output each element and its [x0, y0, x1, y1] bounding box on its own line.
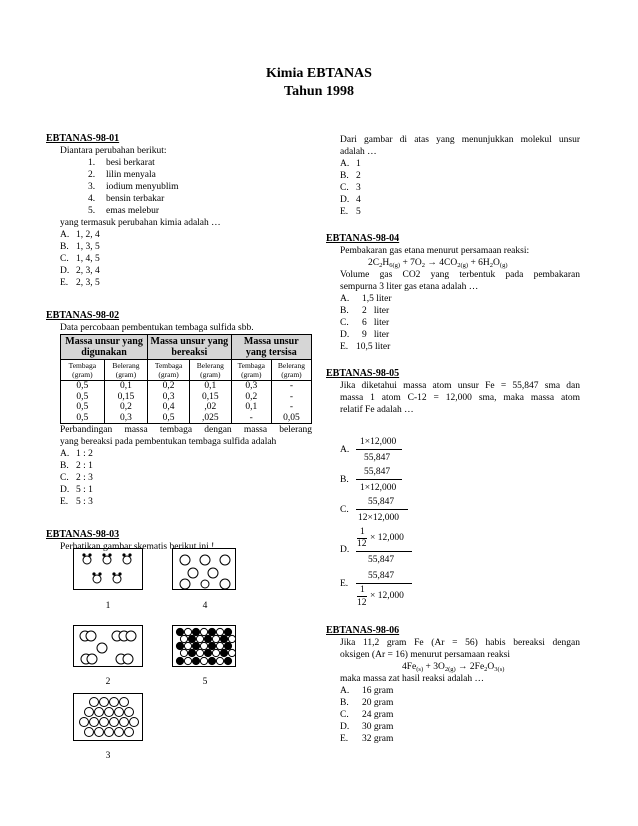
table-subheader: Tembaga (gram) [61, 360, 105, 381]
option-a: A. 1 [340, 159, 361, 169]
table-header-reacted: Massa unsur yang bereaksi [148, 335, 231, 360]
list-item: 2. lilin menyala [88, 170, 156, 180]
question-id: EBTANAS-98-06 [326, 625, 400, 636]
table-subheader: Tembaga (gram) [148, 360, 190, 381]
answer-options [46, 448, 312, 508]
diagram-box-1 [73, 548, 143, 590]
option-e: E. 55,847 1 12 × 12,000 [340, 570, 420, 614]
page-title: Kimia EBTANAS [266, 66, 372, 81]
option-c: C. 6 liter [340, 318, 390, 328]
question-id: EBTANAS-98-04 [326, 233, 400, 244]
question-id: EBTANAS-98-05 [326, 368, 400, 379]
question-intro: Pembakaran gas etana menurut persamaan reaksi: [340, 246, 530, 256]
table-row: 0,5 0,3 0,5 ,025 - 0,05 [61, 413, 312, 424]
question-98-04 [326, 232, 580, 353]
question-stem-line: Jika diketahui massa atom unsur Fe = 55,847 sma dan [340, 381, 580, 391]
answer-options [46, 229, 312, 289]
diagram-label-4: 4 [202, 601, 208, 611]
list-item: 3. iodium menyublim [88, 182, 179, 192]
question-intro: Data percobaan pembentukan tembaga sulfida sbb. [60, 323, 254, 333]
experiment-table [60, 334, 312, 424]
question-stem: yang termasuk perubahan kimia adalah … [60, 218, 221, 228]
diagram-label-2: 2 [105, 677, 111, 687]
question-stem-line: maka massa zat hasil reaksi adalah … [340, 674, 485, 684]
option-e: E. 5 : 3 [60, 497, 93, 507]
molecule-1-svg [74, 549, 144, 591]
right-column [326, 134, 580, 416]
question-stem-line: Jika 11,2 gram Fe (Ar = 56) habis bereaksi dengan [340, 638, 580, 648]
option-d: D. 1 12 × 12,000 55,847 [340, 526, 420, 570]
option-b: B. 20 gram [340, 698, 394, 708]
molecule-3-svg [74, 694, 144, 742]
diagram-box-3 [73, 693, 143, 741]
answer-options [326, 158, 580, 218]
list-item: 1. besi berkarat [88, 158, 155, 168]
option-e: E. 32 gram [340, 734, 394, 744]
question-stem-line: oksigen (Ar = 16) menurut persamaan reaksi [340, 650, 510, 660]
reaction-equation-iron: $4Fe_{(s)} + 3O_{2(g)} \to 2Fe_2O_{3(s)}$ [402, 662, 505, 673]
diagram-box-4 [172, 548, 236, 590]
option-b: B. 2 [340, 171, 361, 181]
option-d: D. 2, 3, 4 [60, 266, 100, 276]
option-e: E. 5 [340, 207, 361, 217]
option-d: D. 30 gram [340, 722, 394, 732]
question-98-05 [326, 367, 580, 416]
table-row: 0,5 0,15 0,3 0,15 0,2 - [61, 392, 312, 403]
option-e: E. 2, 3, 5 [60, 278, 100, 288]
answer-options [326, 685, 580, 745]
question-id: EBTANAS-98-01 [46, 133, 120, 144]
diagram-label-3: 3 [105, 751, 111, 761]
diagram-label-1: 1 [105, 601, 111, 611]
option-a: A. 1,5 liter [340, 294, 392, 304]
option-b: B. 1, 3, 5 [60, 242, 100, 252]
question-stem-line: yang bereaksi pada pembentukan tembaga sulfida adalah [60, 437, 277, 447]
list-item: 5. emas melebur [88, 206, 160, 216]
table-subheader: Belerang (gram) [271, 360, 311, 381]
question-id: EBTANAS-98-03 [46, 529, 120, 540]
question-stem-line: massa 1 atom C-12 = 12,000 sma, maka massa atom [340, 393, 580, 403]
molecule-2-svg [74, 626, 144, 668]
option-a: A. 1×12,000 55,847 [340, 436, 420, 466]
question-98-01 [46, 132, 312, 289]
question-intro: Diantara perubahan berikut: [60, 146, 167, 156]
question-stem-line: adalah … [340, 147, 377, 157]
answer-options [326, 293, 580, 353]
molecule-5-svg [173, 626, 237, 668]
table-subheader: Belerang (gram) [104, 360, 147, 381]
question-intro: Perhatikan gambar skematis berikut ini ! [60, 542, 215, 552]
option-b: B. 2 liter [340, 306, 390, 316]
question-id: EBTANAS-98-02 [46, 310, 120, 321]
option-c: C. 2 : 3 [60, 473, 93, 483]
diagram-label-5: 5 [202, 677, 208, 687]
table-header-used: Massa unsur yang digunakan [61, 335, 148, 360]
question-stem-line: Dari gambar di atas yang menunjukkan molekul unsur [340, 135, 580, 145]
question-stem-line: relatif Fe adalah … [340, 405, 414, 415]
question-stem-line: Volume gas CO2 yang terbentuk pada pembakaran [340, 270, 580, 280]
option-b: B. 2 : 1 [60, 461, 93, 471]
option-d: D. 9 liter [340, 330, 390, 340]
option-b: B. 55,847 1×12,000 [340, 466, 420, 496]
option-c: C. 1, 4, 5 [60, 254, 100, 264]
question-stem-line: Perbandingan massa tembaga dengan massa belerang [60, 425, 312, 435]
question-98-06 [326, 624, 580, 745]
table-subheader: Tembaga (gram) [231, 360, 271, 381]
diagram-box-2 [73, 625, 143, 667]
table-row: 0,5 0,1 0,2 0,1 0,3 - [61, 381, 312, 392]
option-c: C. 24 gram [340, 710, 394, 720]
option-e: E. 10,5 liter [340, 342, 391, 352]
diagram-box-5 [172, 625, 236, 667]
option-a: A. 16 gram [340, 686, 394, 696]
table-subheader: Belerang (gram) [190, 360, 232, 381]
reaction-equation-ethane: $2C_2H_{6(g)} + 7O_2 \to 4CO_{2(g)} + 6H_2O_{(g)}$ [368, 258, 508, 269]
question-98-02 [46, 309, 312, 508]
numbered-list [46, 157, 312, 217]
table-row: 0,5 0,2 0,4 ,02 0,1 - [61, 402, 312, 413]
option-d: D. 5 : 1 [60, 485, 93, 495]
option-a: A. 1, 2, 4 [60, 230, 100, 240]
page-subtitle-year: Tahun 1998 [284, 84, 354, 99]
option-d: D. 4 [340, 195, 361, 205]
question-stem-line: sempurna 3 liter gas etana adalah … [340, 282, 479, 292]
option-c: C. 3 [340, 183, 361, 193]
option-a: A. 1 : 2 [60, 449, 93, 459]
option-c: C. 55,847 12×12,000 [340, 496, 420, 526]
table-header-remaining: Massa unsur yang tersisa [231, 335, 311, 360]
molecule-4-svg [173, 549, 237, 591]
list-item: 4. bensin terbakar [88, 194, 165, 204]
left-column [46, 132, 312, 553]
